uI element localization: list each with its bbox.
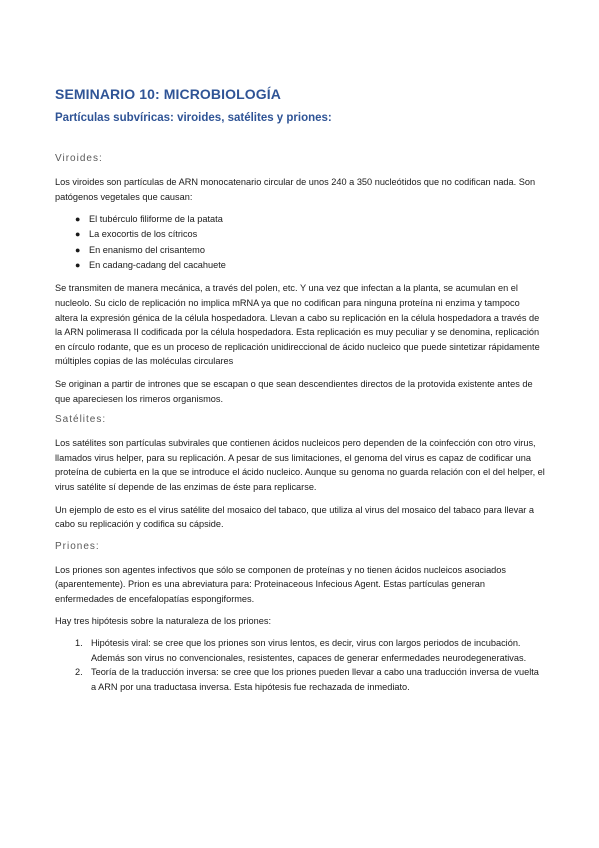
bullet-icon: ● [75,214,81,225]
list-item: ● En cadang-cadang del cacahuete [55,258,545,273]
list-item: ● El tubérculo filiforme de la patata [55,212,545,227]
bullet-icon: ● [75,260,81,271]
viroides-intro: Los viroides son partículas de ARN monocatenario circular de unos 240 a 350 nucleótidos que no codifican nada. Son patógenos vegetales que causan: [55,177,536,202]
priones-paragraph-1: Los priones son agentes infectivos que sólo se componen de proteínas y no tienen ácidos nucleicos asociados (aparentemente). Prion es una abreviatura para: Proteinaceous Infecious Agent. Estas partículas generan enfermedades de encefalopatías espongiformes. [55,564,506,604]
bullet-icon: ● [75,229,81,240]
satelites-paragraph-2: Un ejemplo de esto es el virus satélite del mosaico del tabaco, que utiliza al virus del mosaico del tabaco para llevar a cabo su replicación y codifica su cápside. [55,504,535,530]
viroides-paragraph-3: Se originan a partir de intrones que se escapan o que sean descendientes directos de la protovida existente antes de que apareciesen los rimeros organismos. [55,378,533,404]
section-heading-viroides: Viroides: [55,153,103,164]
list-item: 2. Teoría de la traducción inversa: se cree que los priones pueden llevar a cabo una traducción inversa de vuelta a ARN por una traductasa inversa. Esta hipótesis fue rechazada de inmediato. [75,667,539,692]
section-heading-priones: Priones: [55,540,100,552]
bullet-icon: ● [75,244,81,255]
list-item: ● En enanismo del crisantemo [55,243,545,258]
viroides-disease-list [55,212,545,273]
list-item: ● La exocortis de los cítricos [55,227,545,242]
document-content [55,84,545,694]
section-heading-satelites: Satélites: [55,414,107,426]
priones-paragraph-2: Hay tres hipótesis sobre la naturaleza de los priones: [55,616,272,627]
priones-hypotheses-list [55,636,545,694]
list-item: 1. Hipótesis viral: se cree que los priones son virus lentos, es decir, virus con largos periodos de incubación. Además son virus no convencionales, resistentes, capaces de generar enfermedades neurodegenerativas. [75,638,527,663]
viroides-paragraph-2: Se transmiten de manera mecánica, a través del polen, etc. Y una vez que infectan a la planta, se acumulan en el nucleolo. Su ciclo de replicación no implica mRNA ya que no codifican para ninguna proteína ni enzima y tampoco altera la expresión génica de la célula hospedadora. Llevan a cabo su replicación en la célula hospedadora a través de la ARN polimerasa II codificada por la célula hospedadora. Esta replicación es muy peculiar y se denomina, replicación en círculo rodante, que es un proceso de replicación unidireccional de ácido nucleico que puede sintetizar rápidamente múltiples copias de las moléculas circulares [55,283,540,367]
document-title: SEMINARIO 10: MICROBIOLOGÍA [55,86,281,102]
satelites-paragraph-1: Los satélites son partículas subvirales que contienen ácidos nucleicos pero dependen de la coinfección con otro virus, llamados virus helper, para su replicación. A pesar de sus limitaciones, el genoma del virus es capaz de codificar una proteína de cubierta en la que se introduce el ácido nucleico. Aunque su genoma no guarda relación con el del helper, el virus satélite sí depende de las enzimas de éste para replicarse. [55,438,545,492]
document-subtitle: Partículas subvíricas: viroides, satélites y priones: [55,112,332,124]
